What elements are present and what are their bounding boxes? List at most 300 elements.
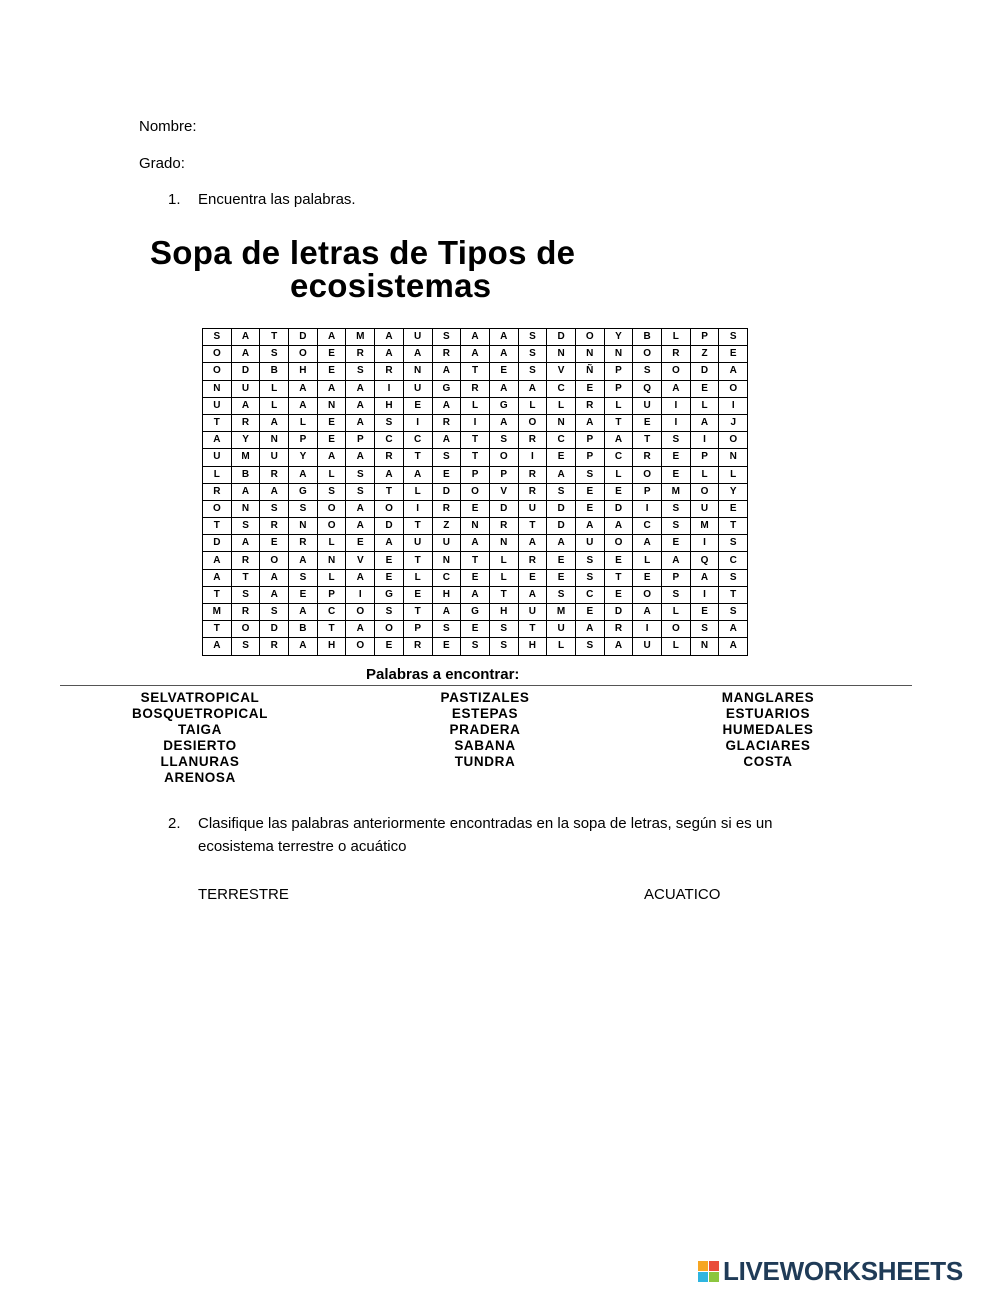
grid-cell: Y [231,432,260,449]
grid-cell: D [203,535,232,552]
question-2-text-line-2: ecosistema terrestre o acuático [198,838,407,855]
grid-cell: A [518,586,547,603]
grid-cell: Z [432,518,461,535]
grid-cell: S [633,363,662,380]
grid-row [203,414,748,431]
grid-cell: S [317,483,346,500]
grid-cell: S [575,569,604,586]
grid-cell: P [403,621,432,638]
grid-cell: R [203,483,232,500]
grid-cell: O [633,346,662,363]
grid-cell: R [231,552,260,569]
grid-cell: A [375,466,404,483]
grid-cell: A [662,380,691,397]
grid-cell: E [690,604,719,621]
grid-cell: S [432,621,461,638]
grid-cell: T [317,621,346,638]
grid-cell: A [719,638,748,655]
grid-cell: U [403,535,432,552]
grid-cell: A [461,535,490,552]
grid-cell: A [346,414,375,431]
grid-cell: D [547,329,576,346]
grid-cell: A [375,535,404,552]
grid-cell: L [633,552,662,569]
grid-cell: A [662,552,691,569]
grid-cell: B [260,363,289,380]
grid-cell: S [346,483,375,500]
grid-cell: E [547,569,576,586]
grid-cell: R [403,638,432,655]
grid-cell: M [690,518,719,535]
grid-cell: E [375,569,404,586]
grid-cell: T [403,449,432,466]
grid-cell: E [260,535,289,552]
grid-cell: D [489,500,518,517]
grid-cell: T [461,552,490,569]
grid-cell: P [633,483,662,500]
grid-cell: R [518,432,547,449]
word-item: HUMEDALES [722,722,814,737]
word-item: DESIERTO [163,738,237,753]
grid-cell: S [489,621,518,638]
grid-cell: A [260,414,289,431]
grid-cell: O [690,483,719,500]
grid-cell: A [289,552,318,569]
grid-cell: H [317,638,346,655]
grid-cell: A [346,449,375,466]
word-item: ARENOSA [164,770,236,785]
grid-cell: A [289,604,318,621]
grid-row [203,621,748,638]
grid-cell: I [518,449,547,466]
grid-cell: S [662,432,691,449]
grid-cell: S [260,346,289,363]
grid-row [203,329,748,346]
grid-cell: L [547,638,576,655]
grid-cell: D [260,621,289,638]
grid-cell: E [375,552,404,569]
grid-cell: M [547,604,576,621]
grid-cell: I [690,586,719,603]
grid-cell: E [719,346,748,363]
grid-cell: O [260,552,289,569]
grid-cell: O [203,500,232,517]
grid-cell: A [289,638,318,655]
grid-cell: T [461,449,490,466]
grid-cell: D [690,363,719,380]
grid-cell: P [690,449,719,466]
grid-cell: L [662,329,691,346]
grid-cell: O [203,346,232,363]
grid-cell: C [317,604,346,621]
grid-cell: M [346,329,375,346]
grid-cell: N [231,500,260,517]
grid-cell: T [489,586,518,603]
grid-cell: N [289,518,318,535]
grid-cell: N [432,552,461,569]
grid-cell: G [432,380,461,397]
question-1-text: Encuentra las palabras. [198,191,356,208]
grid-cell: O [231,621,260,638]
grid-cell: E [633,569,662,586]
grid-cell: L [547,397,576,414]
grid-cell: P [575,432,604,449]
grid-cell: Ñ [575,363,604,380]
grid-cell: S [662,518,691,535]
grid-row [203,346,748,363]
grid-cell: A [317,329,346,346]
grid-cell: S [203,329,232,346]
grid-cell: A [604,432,633,449]
grid-cell: U [633,397,662,414]
grid-row [203,518,748,535]
grid-cell: L [317,569,346,586]
grid-cell: V [489,483,518,500]
grid-cell: R [662,346,691,363]
grid-cell: L [461,397,490,414]
grid-cell: P [575,449,604,466]
grid-cell: O [203,363,232,380]
grid-cell: A [346,397,375,414]
grid-cell: U [547,621,576,638]
grid-cell: A [260,483,289,500]
grid-cell: D [547,518,576,535]
grid-cell: I [719,397,748,414]
grid-cell: P [346,432,375,449]
grid-cell: E [547,552,576,569]
grid-cell: D [604,604,633,621]
grid-cell: S [231,586,260,603]
grid-cell: D [375,518,404,535]
grid-cell: E [432,466,461,483]
grid-cell: O [375,500,404,517]
grid-cell: B [231,466,260,483]
grid-cell: S [375,414,404,431]
grid-cell: O [633,586,662,603]
grid-cell: A [203,552,232,569]
grid-cell: A [633,604,662,621]
grid-cell: N [719,449,748,466]
grid-cell: L [690,397,719,414]
grid-cell: O [461,483,490,500]
grid-cell: E [575,483,604,500]
grid-cell: T [403,518,432,535]
grid-cell: J [719,414,748,431]
grid-cell: L [289,414,318,431]
grid-cell: D [231,363,260,380]
grid-cell: O [604,535,633,552]
logo-block [709,1272,719,1282]
grid-cell: S [260,500,289,517]
word-item: TUNDRA [454,754,516,769]
grid-cell: R [518,552,547,569]
grid-cell: T [375,483,404,500]
grid-cell: O [317,518,346,535]
grid-cell: I [461,414,490,431]
wordsearch-title [150,236,830,302]
grid-cell: A [719,621,748,638]
grid-cell: O [719,432,748,449]
question-2-number: 2. [168,815,181,832]
grid-cell: H [518,638,547,655]
grid-cell: A [289,380,318,397]
grid-cell: H [432,586,461,603]
grid-row [203,638,748,655]
grid-cell: N [317,397,346,414]
grid-cell: A [575,518,604,535]
grid-cell: S [719,329,748,346]
grid-cell: Y [719,483,748,500]
grid-cell: A [604,518,633,535]
grid-cell: I [375,380,404,397]
grid-cell: E [403,397,432,414]
grid-cell: E [575,380,604,397]
grid-cell: L [317,535,346,552]
grid-cell: H [375,397,404,414]
grid-cell: E [489,363,518,380]
grid-cell: S [662,500,691,517]
word-list-column-2 [385,690,585,770]
grado-label: Grado: [139,155,185,172]
grid-cell: N [260,432,289,449]
grid-cell: L [690,466,719,483]
grid-cell: A [403,466,432,483]
grid-cell: P [461,466,490,483]
grid-row [203,500,748,517]
grid-row [203,380,748,397]
grid-cell: S [289,500,318,517]
grid-cell: S [719,569,748,586]
grid-cell: O [375,621,404,638]
grid-cell: G [289,483,318,500]
grid-cell: E [403,586,432,603]
grid-cell: L [403,483,432,500]
word-item: ESTUARIOS [725,706,811,721]
grid-cell: R [432,414,461,431]
grid-cell: E [604,586,633,603]
grid-cell: N [461,518,490,535]
grid-cell: T [719,586,748,603]
liveworksheets-logo [698,1256,963,1286]
grid-cell: O [633,466,662,483]
grid-cell: I [633,500,662,517]
grid-cell: D [604,500,633,517]
grid-cell: A [403,346,432,363]
grid-cell: A [432,363,461,380]
grid-cell: O [346,604,375,621]
grid-cell: P [604,363,633,380]
grid-cell: E [461,500,490,517]
grid-cell: E [289,586,318,603]
grid-cell: L [662,638,691,655]
grid-cell: R [604,621,633,638]
grid-cell: A [432,604,461,621]
grid-row [203,432,748,449]
word-item: BOSQUETROPICAL [132,706,268,721]
grid-row [203,535,748,552]
grid-cell: E [575,604,604,621]
grid-cell: A [489,346,518,363]
grid-cell: R [575,397,604,414]
grid-cell: A [489,329,518,346]
grid-cell: L [403,569,432,586]
grid-cell: R [260,466,289,483]
logo-block [709,1261,719,1271]
grid-cell: A [289,397,318,414]
grid-cell: L [662,604,691,621]
grid-cell: G [489,397,518,414]
grid-cell: A [260,586,289,603]
grid-cell: E [604,483,633,500]
grid-cell: U [203,449,232,466]
grid-cell: L [719,466,748,483]
grid-cell: T [719,518,748,535]
grid-row [203,604,748,621]
grid-cell: A [203,432,232,449]
grid-row [203,552,748,569]
grid-cell: E [575,500,604,517]
grid-cell: U [260,449,289,466]
grid-cell: A [518,380,547,397]
grid-cell: A [461,586,490,603]
grid-cell: R [375,363,404,380]
grid-cell: C [432,569,461,586]
grid-cell: S [231,638,260,655]
grid-cell: P [690,329,719,346]
grid-cell: C [604,449,633,466]
grid-cell: L [317,466,346,483]
grid-cell: U [518,500,547,517]
grid-cell: L [604,466,633,483]
grid-cell: T [633,432,662,449]
grid-cell: A [346,500,375,517]
grid-cell: A [518,535,547,552]
grid-cell: A [346,621,375,638]
grid-cell: E [317,432,346,449]
grid-cell: I [690,535,719,552]
grid-cell: L [489,552,518,569]
grid-cell: O [662,363,691,380]
grid-cell: R [518,466,547,483]
logo-text: LIVEWORKSHEETS [723,1255,963,1286]
grid-cell: U [633,638,662,655]
grid-cell: E [690,380,719,397]
grid-cell: R [231,604,260,621]
grid-cell: M [662,483,691,500]
grid-cell: A [461,329,490,346]
grid-cell: R [633,449,662,466]
grid-cell: A [203,569,232,586]
grid-cell: C [575,586,604,603]
grid-cell: I [662,414,691,431]
grid-cell: O [719,380,748,397]
grid-cell: L [489,569,518,586]
grid-cell: D [289,329,318,346]
grid-cell: T [203,586,232,603]
grid-cell: R [461,380,490,397]
grid-cell: T [518,621,547,638]
question-1-number: 1. [168,191,181,208]
logo-blocks-icon [698,1261,719,1282]
grid-cell: V [547,363,576,380]
word-list-column-1 [100,690,300,786]
grid-cell: E [633,414,662,431]
grid-cell: A [346,569,375,586]
grid-cell: I [662,397,691,414]
grid-cell: Y [289,449,318,466]
grid-cell: H [489,604,518,621]
grid-cell: U [575,535,604,552]
grid-cell: C [547,432,576,449]
grid-cell: O [518,414,547,431]
word-item: TAIGA [178,722,222,737]
grid-cell: E [317,346,346,363]
grid-cell: C [719,552,748,569]
word-item: SELVATROPICAL [140,690,260,705]
grid-cell: N [203,380,232,397]
grid-cell: A [633,535,662,552]
grid-cell: S [518,346,547,363]
grid-cell: R [489,518,518,535]
grid-cell: U [690,500,719,517]
grid-cell: S [289,569,318,586]
grid-cell: S [547,483,576,500]
grid-cell: T [518,518,547,535]
grid-cell: S [432,329,461,346]
grid-cell: T [604,414,633,431]
grid-cell: S [461,638,490,655]
grid-cell: D [547,500,576,517]
grid-cell: L [260,380,289,397]
grid-cell: S [260,604,289,621]
grid-cell: I [403,414,432,431]
grid-cell: U [403,329,432,346]
grid-cell: O [289,346,318,363]
grid-cell: S [518,363,547,380]
grid-cell: A [346,518,375,535]
grid-row [203,363,748,380]
grid-cell: E [346,535,375,552]
grid-cell: O [317,500,346,517]
word-item: MANGLARES [721,690,815,705]
grid-cell: T [231,569,260,586]
grid-cell: L [260,397,289,414]
grid-cell: E [432,638,461,655]
grid-cell: S [375,604,404,621]
grid-cell: A [375,346,404,363]
grid-cell: N [604,346,633,363]
word-item: COSTA [743,754,793,769]
grid-cell: L [518,397,547,414]
grid-cell: S [489,638,518,655]
grid-cell: E [375,638,404,655]
grid-cell: A [289,466,318,483]
grid-cell: A [547,535,576,552]
grid-row [203,586,748,603]
grid-cell: C [547,380,576,397]
grid-cell: I [346,586,375,603]
grid-cell: A [604,638,633,655]
grid-cell: Q [690,552,719,569]
grid-cell: A [260,569,289,586]
grid-cell: S [719,604,748,621]
grid-cell: T [461,363,490,380]
logo-block [698,1272,708,1282]
grid-cell: R [289,535,318,552]
word-item: PASTIZALES [440,690,530,705]
grid-cell: E [461,621,490,638]
grid-cell: A [203,638,232,655]
